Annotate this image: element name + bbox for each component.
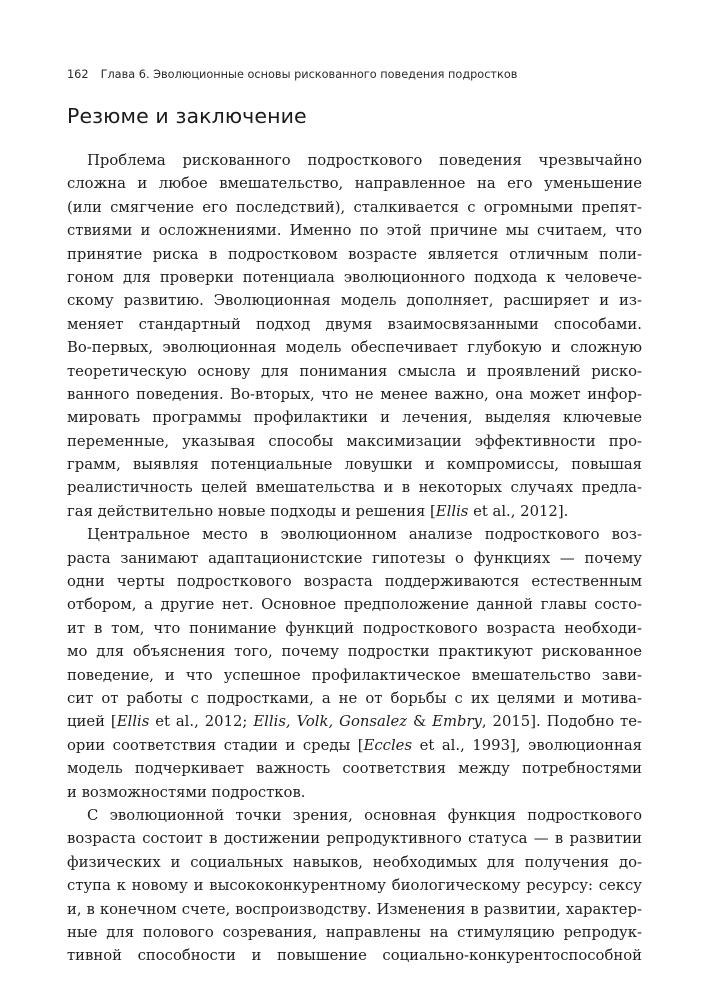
paragraph-3-line: С эволюционной точки зрения, основная функция подросткового	[87, 806, 642, 824]
paragraph-2-citation-line	[67, 710, 642, 733]
paragraph-3-line: и, в конечном счете, воспроизводству. Изменения в развитии, характер-	[67, 900, 642, 918]
paragraph-2-line: Центральное место в эволюционном анализе подросткового воз-	[87, 526, 642, 544]
paragraph-2-line: ит в том, что понимание функций подросткового возраста необходи-	[67, 619, 642, 637]
section-heading: Резюме и заключение	[67, 104, 307, 128]
paragraph-2-line: одни черты подросткового возраста поддерживаются естественным	[67, 573, 642, 591]
paragraph-2-citation-line	[67, 734, 642, 757]
paragraph-1-line: теоретическую основу для понимания смысла и проявлений риско-	[67, 362, 642, 380]
text-run: , 2015]. Подобно те-	[481, 713, 642, 731]
paragraph-2-last-line: и возможностями подростков.	[67, 783, 306, 801]
paragraph-2-line: сит от работы с подростками, а не от борьбы с их целями и мотива-	[67, 689, 642, 707]
citation-author: Embry	[432, 713, 482, 731]
paragraph-1-line: ствиями и осложнениями. Именно по этой причине мы считаем, что	[67, 222, 642, 240]
text-run: &	[407, 713, 433, 731]
text-run: цией [	[67, 713, 117, 731]
paragraph-1-line: гоном для проверки потенциала эволюционного подхода к человече-	[67, 268, 642, 286]
paragraph-2-line: отбором, а другие нет. Основное предположение данной главы состо-	[67, 596, 642, 614]
chapter-title: Глава 6. Эволюционные основы рискованного поведения подростков	[100, 68, 518, 81]
paragraph-1-last-line	[67, 500, 642, 523]
text-run: et al., 1993], эволюционная	[412, 736, 642, 754]
paragraph-1-line: ванного поведения. Во-вторых, что не менее важно, она может инфор-	[67, 385, 642, 403]
paragraph-1-line: переменные, указывая способы максимизации эффективности про-	[67, 432, 642, 450]
paragraph-1-line: грамм, выявляя потенциальные ловушки и компромиссы, повышая	[67, 456, 642, 474]
paragraph-1-line: скому развитию. Эволюционная модель дополняет, расширяет и из-	[67, 292, 642, 310]
running-header	[67, 68, 642, 88]
paragraph-1-line: сложна и любое вмешательство, направленное на его уменьшение	[67, 175, 642, 193]
text-run: гая действительно новые подходы и решения [	[67, 502, 436, 520]
text-run: et al., 2012].	[468, 502, 569, 520]
paragraph-3-line: ные для полового созревания, направлены на стимуляцию репродук-	[67, 923, 642, 941]
paragraph-3-line: возраста состоит в достижении репродуктивного статуса — в развитии	[67, 830, 642, 848]
paragraph-2-line: модель подчеркивает важность соответствия между потребностями	[67, 760, 642, 778]
body-text	[67, 149, 642, 968]
citation-author: Eccles	[363, 736, 413, 754]
paragraph-1-line: Во-первых, эволюционная модель обеспечивает глубокую и сложную	[67, 339, 642, 357]
citation-author: Ellis	[435, 502, 469, 520]
paragraph-1-line: мировать программы профилактики и лечения, выделяя ключевые	[67, 409, 642, 427]
paragraph-1-line: принятие риска в подростковом возрасте является отличным поли-	[67, 245, 642, 263]
paragraph-3-line: ступа к новому и высококонкурентному биологическому ресурсу: сексу	[67, 877, 642, 895]
paragraph-3-line: физических и социальных навыков, необходимых для получения до-	[67, 853, 642, 871]
text-run: ории соответствия стадии и среды [	[67, 736, 364, 754]
paragraph-2-line: мо для объяснения того, почему подростки практикуют рискованное	[67, 643, 642, 661]
text-run: et al., 2012;	[149, 713, 254, 731]
paragraph-1-line: реалистичность целей вмешательства и в некоторых случаях предла-	[67, 479, 642, 497]
paragraph-2-line: раста занимают адаптационистские гипотезы о функциях — почему	[67, 549, 642, 567]
citation-author: Ellis, Volk, Gonsalez	[253, 713, 408, 731]
paragraph-2-line: поведение, и что успешное профилактическое вмешательство зави-	[67, 666, 642, 684]
paragraph-1-line: меняет стандартный подход двумя взаимосвязанными способами.	[67, 315, 642, 333]
page-number: 162	[67, 68, 89, 81]
paragraph-1-line: (или смягчение его последствий), сталкивается с огромными препят-	[67, 198, 642, 216]
paragraph-1-line: Проблема рискованного подросткового поведения чрезвычайно	[87, 152, 642, 169]
citation-author: Ellis	[116, 713, 150, 731]
paragraph-3-line: тивной способности и повышение социально-конкурентоспособной	[67, 947, 642, 965]
